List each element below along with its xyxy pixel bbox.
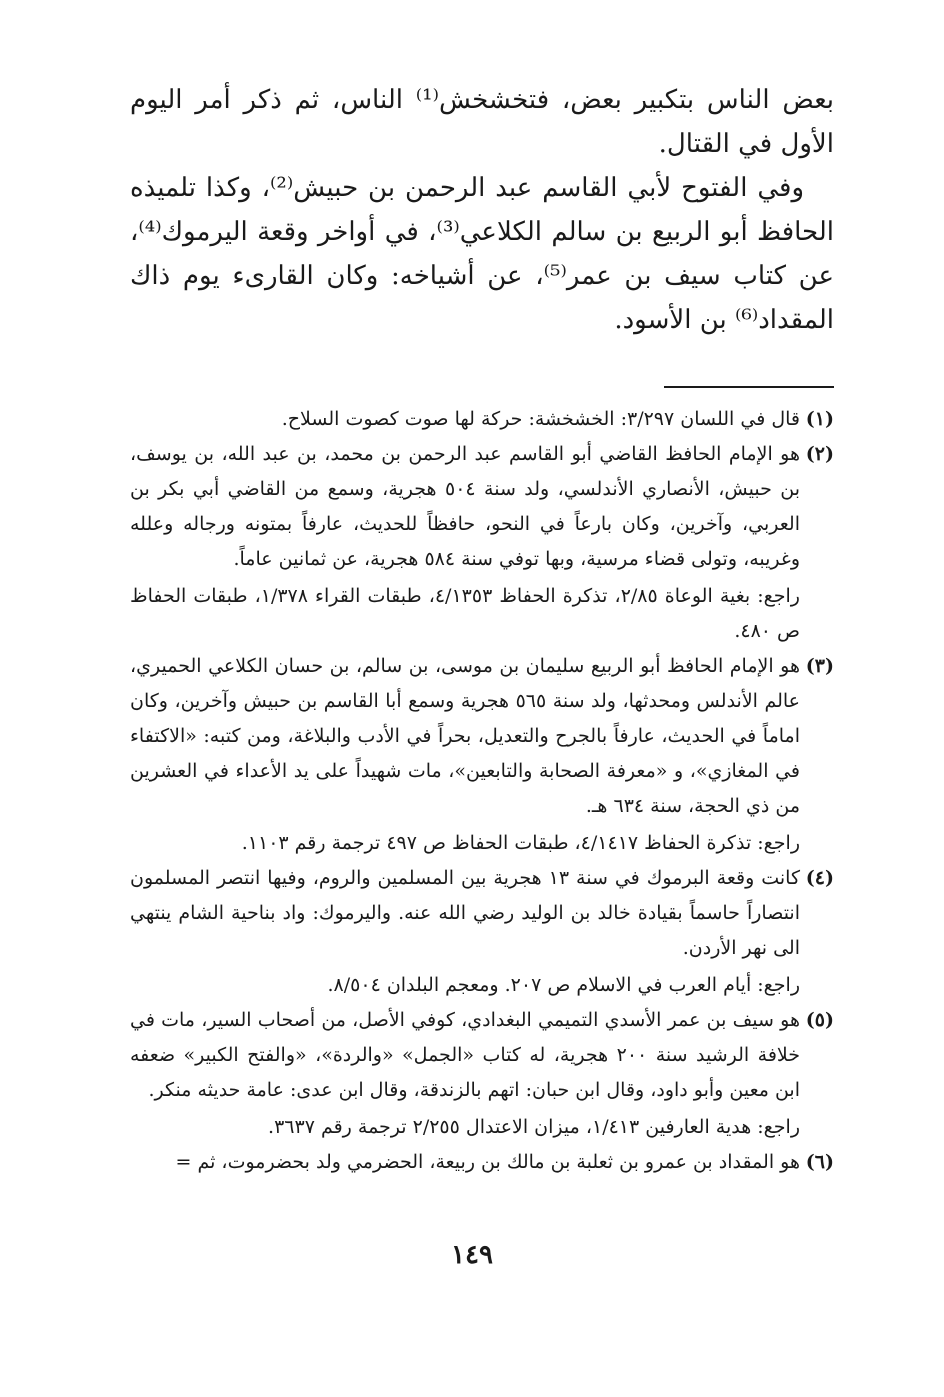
- footnote-5: [130, 1003, 834, 1108]
- footnotes: [130, 402, 834, 1180]
- main-paragraph-2: وفي الفتوح لأبي القاسم عبد الرحمن بن حبيش⁽²⁾، وكذا تلميذه الحافظ أبو الربيع بن سالم الكلاعي⁽³⁾، في أواخر وقعة اليرموك⁽⁴⁾، عن كتاب سيف بن عمر⁽⁵⁾، عن أشياخه: وكان القارىء يوم ذاك المقداد⁽⁶⁾ بن الأسود.: [130, 173, 834, 335]
- footnote-4: [130, 861, 834, 966]
- footnote-2: [130, 437, 834, 577]
- footnote-3: [130, 649, 834, 824]
- footnote-6: [130, 1145, 834, 1180]
- footnote-4-reference: راجع: أيام العرب في الاسلام ص ٢٠٧. ومعجم البلدان ٨/٥٠٤.: [327, 974, 800, 996]
- footnote-text: كانت وقعة البرموك في سنة ١٣ هجرية بين المسلمين والروم، وفيها انتصر المسلمون انتصاراً حاسماً بقيادة خالد بن الوليد رضي الله عنه. واليرموك: واد بناحية الشام ينتهي الى نهر الأردن.: [130, 867, 800, 959]
- footnote-text: هو سيف بن عمر الأسدي التميمي البغدادي، كوفي الأصل، من أصحاب السير، مات في خلافة الرشيد سنة ٢٠٠ هجرية، له كتاب «الجمل» «والردة»، «والفتح الكبير» ضعفه ابن معين وأبو داود، وقال ابن حبان: اتهم بالزندقة، وقال ابن عدى: عامة حديثه منكر.: [130, 1009, 800, 1101]
- footnote-separator: [664, 386, 834, 388]
- footnote-number: (٦): [805, 1151, 834, 1173]
- page-number: ١٤٩: [451, 1240, 493, 1270]
- footnote-number: (٥): [805, 1009, 834, 1031]
- footnote-text: هو الإمام الحافظ أبو الربيع سليمان بن موسى، بن سالم، بن حسان الكلاعي الحميري، عالم الأندلس ومحدثها، ولد سنة ٥٦٥ هجرية وسمع أبا القاسم بن حبيش وآخرين، وكان اماماً في الحديث، عارفاً بالجرح والتعديل، بحراً في الأدب والبلاغة، ومن كتبه: «الاكتفاء في المغازي»، و «معرفة الصحابة والتابعين»، مات شهيداً على يد الأعداء في العشرين من ذي الحجة، سنة ٦٣٤ هـ.: [130, 655, 801, 817]
- footnote-number: (١): [805, 408, 834, 430]
- footnote-5-reference: راجع: هدية العارفين ١/٤١٣، ميزان الاعتدال ٢/٢٥٥ ترجمة رقم ٣٦٣٧.: [268, 1116, 800, 1138]
- footnote-text: هو المقداد بن عمرو بن ثعلبة بن مالك بن ربيعة، الحضرمي ولد بحضرموت، ثم =: [175, 1151, 800, 1173]
- footnote-number: (٤): [805, 867, 834, 889]
- main-text: [130, 78, 834, 342]
- footnote-text: هو الإمام الحافظ القاضي أبو القاسم عبد الرحمن بن محمد، بن عبد الله، بن يوسف، بن حبيش، الأنصاري الأندلسي، ولد سنة ٥٠٤ هجرية، وسمع من القاضي أبي بكر بن العربي، وآخرين، وكان بارعاً في النحو، حافظاً للحديث، عارفاً بمتونه ورجاله وعلله وغريبه، وتولى قضاء مرسية، وبها توفي سنة ٥٨٤ هجرية، عن ثمانين عاماً.: [130, 443, 800, 570]
- book-page: [130, 78, 834, 1180]
- footnote-number: (٢): [805, 443, 834, 465]
- footnote-number: (٣): [805, 655, 834, 677]
- footnote-1: [130, 402, 834, 437]
- footnote-3-reference: راجع: تذكرة الحفاظ ٤/١٤١٧، طبقات الحفاظ ص ٤٩٧ ترجمة رقم ١١٠٣.: [241, 832, 800, 854]
- main-paragraph-1: بعض الناس بتكبير بعض، فتخشخش⁽¹⁾ الناس، ثم ذكر أمر اليوم الأول في القتال.: [130, 85, 834, 159]
- footnote-text: قال في اللسان ٣/٢٩٧: الخشخشة: حركة لها صوت كصوت السلاح.: [281, 408, 800, 430]
- footnote-2-reference: راجع: بغية الوعاة ٢/٨٥، تذكرة الحفاظ ٤/١٣٥٣، طبقات القراء ١/٣٧٨، طبقات الحفاظ ص ٤٨٠.: [130, 585, 800, 642]
